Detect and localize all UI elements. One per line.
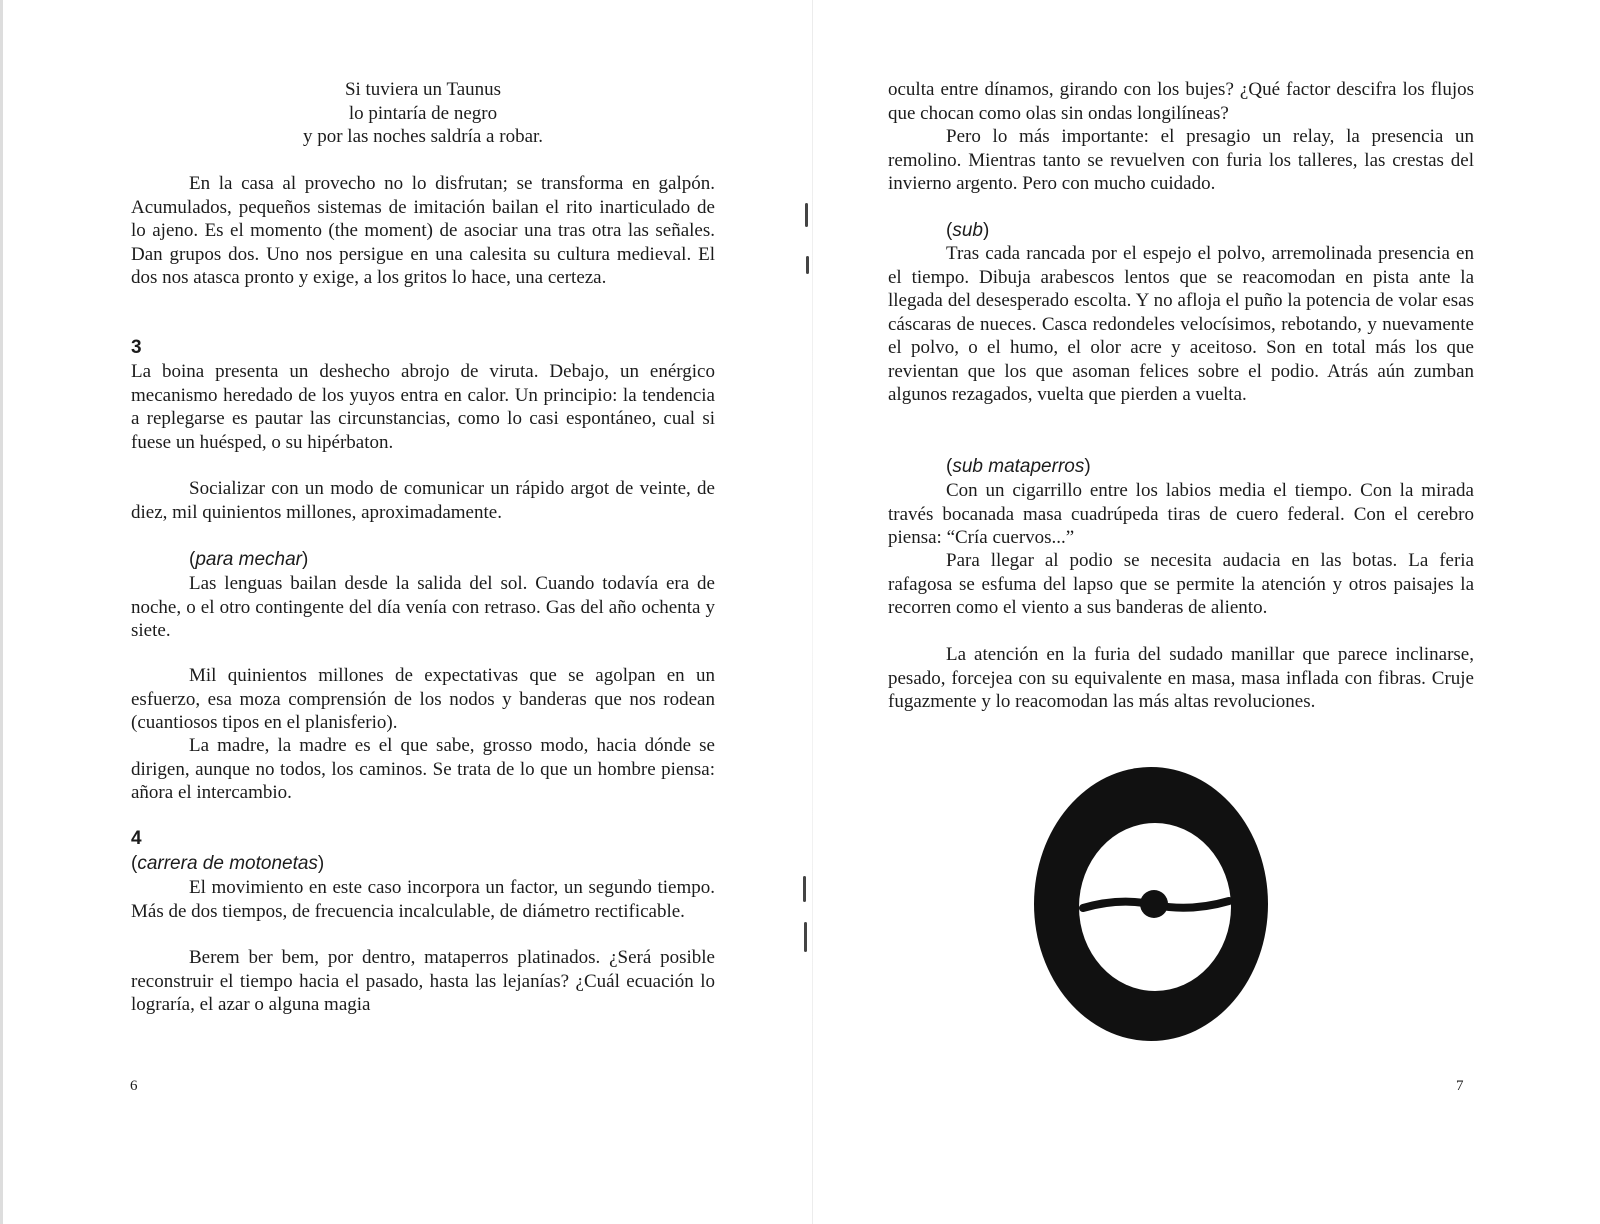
subtitle-carrera-motonetas: (carrera de motonetas) [131,853,325,874]
paragraph-socializar: Socializar con un modo de comunicar un rápido argot de veinte, de diez, mil quinientos millones, aproximadamente. [131,478,715,523]
page-number-right: 7 [1456,1078,1464,1094]
subtitle-sub: (sub) [946,220,990,241]
poem-line: y por las noches saldría a robar. [302,126,544,147]
paragraph-casa: En la casa al provecho no lo disfrutan; se transforma en galpón. Acumulados, pequeños sistemas de imitación bailan el rito inarticulado de lo ajeno. Es el momento (the moment) de asociar una tras otra las señales. Dan grupos dos. Uno nos persigue en una calesita su cultura medieval. El dos nos atasca pronto y exige, a los gritos lo hace, una certeza. [131,173,715,288]
poem-line: lo pintaría de negro [348,102,498,124]
subtitle-para-mechar: (para mechar) [189,549,309,570]
paragraph-rancada: Tras cada rancada por el espejo el polvo, arremolinada presencia en el tiempo. Dibuja arabescos lentos que se reacomodan en pista ante la llegada del desesperado escolta. Y no afloja el puño la potencia de volar esas cáscaras de nueces. Casca redondeles velocísimos, rebotando, y nuevamente el polvo, o el humo, el olor acre y aceitoso. Son en total más los que revientan que los que asoman felices sobre el podio. Atrás aún zumban algunos rezagados, vuelta que pierden a vuelta. [888,243,1474,405]
paragraph-cigarrillo: Con un cigarrillo entre los labios media el tiempo. Con la mirada través bocanada masa cuadrúpeda tiras de cuero federal. Con el cerebro piensa: “Cría cuervos...” [888,480,1474,548]
paragraph-madre: La madre, la madre es el que sabe, grosso modo, hacia dónde se dirigen, aunque no todos, los caminos. Se trata de lo que un hombre piensa: añora el intercambio. [131,735,715,803]
ink-ring-wheel-icon [1031,762,1271,1050]
gutter-mark [803,876,806,902]
poem-line: Si tuviera un Taunus [344,79,502,100]
paragraph-atencion: La atención en la furia del sudado manillar que parece inclinarse, pesado, forcejea con su equivalente en masa, masa inflada con fibras. Cruje fugazmente y lo reacomodan las más altas revoluciones. [888,644,1474,712]
section-heading-3: 3 [131,337,142,358]
paragraph-movimiento: El movimiento en este caso incorpora un factor, un segundo tiempo. Más de dos tiempos, de frecuencia incalculable, de diámetro rectificable. [131,877,715,922]
right-page [813,0,1600,1224]
paragraph-mil-quinientos: Mil quinientos millones de expectativas que se agolpan en un esfuerzo, esa moza comprensión de los nodos y banderas que nos rodean (cuantiosos tipos en el planisferio). [131,665,715,733]
paragraph-podio: Para llegar al podio se necesita audacia en las botas. La feria rafagosa se esfuma del lapso que se permite la atención y otros paisajes la recorren como el viento a sus banderas de aliento. [888,550,1474,618]
paragraph-berem: Berem ber bem, por dentro, mataperros platinados. ¿Será posible reconstruir el tiempo hacia el pasado, hasta las lejanías? ¿Cuál ecuación lo lograría, el azar o alguna magia [131,947,715,1015]
paragraph-oculta: oculta entre dínamos, girando con los bujes? ¿Qué factor descifra los flujos que chocan como olas sin ondas longilíneas? [888,79,1474,124]
paragraph-lenguas: Las lenguas bailan desde la salida del sol. Cuando todavía era de noche, o el otro contingente del día venía con retraso. Gas del año ochenta y siete. [131,573,715,641]
section-heading-4: 4 [131,828,142,849]
gutter-mark [806,256,809,274]
paragraph-presagio: Pero lo más importante: el presagio un relay, la presencia un remolino. Mientras tanto se revuelven con furia los talleres, las crestas del invierno argento. Pero con mucho cuidado. [888,126,1474,194]
paragraph-boina: La boina presenta un deshecho abrojo de viruta. Debajo, un enérgico mecanismo heredado de los yuyos entra en calor. Un principio: la tendencia a replegarse es pautar las circunstancias, como lo casi espontáneo, cual si fuese un huésped, o su hipérbaton. [131,361,715,453]
gutter-mark [805,203,808,227]
poem-epigraph [131,78,715,149]
gutter-mark [804,922,807,952]
page-number-left: 6 [130,1078,138,1094]
subtitle-sub-mataperros: (sub mataperros) [946,456,1091,477]
